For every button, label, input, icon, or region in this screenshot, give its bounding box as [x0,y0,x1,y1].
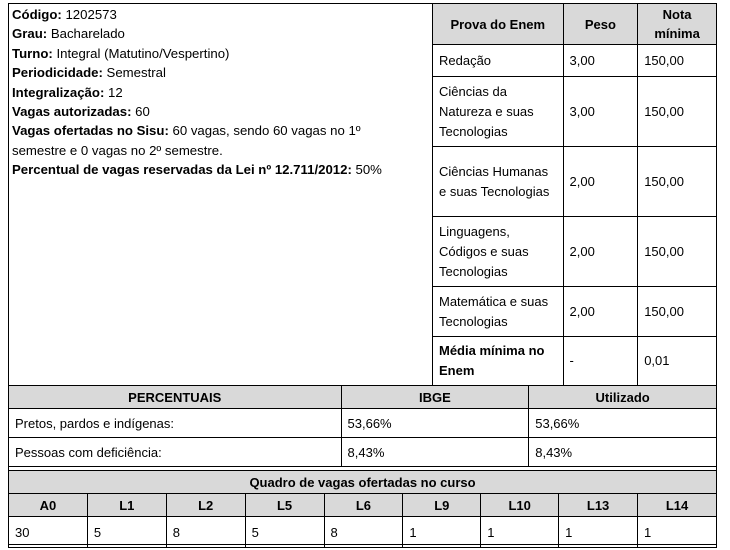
grau-line [12,24,427,43]
quadro-value: 8 [166,517,245,548]
vagas-autorizadas-label: Vagas autorizadas: [12,104,132,120]
integralizacao-line [12,83,427,102]
enem-prova: Matemática e suas Tecnologias [433,287,564,337]
ibge-value: 53,66% [341,409,529,438]
utilizado-header: Utilizado [529,386,717,409]
turno-value: Integral (Matutino/Vespertino) [52,45,230,61]
enem-nota: 150,00 [638,217,717,287]
enem-prova: Ciências Humanas e suas Tecnologias [433,147,564,217]
enem-header-nota: Nota mínima [638,4,717,45]
codigo-line [12,5,427,24]
percentual-label: Pretos, pardos e indígenas: [9,409,342,438]
percentual-value: 50% [351,162,382,178]
vagas-sisu-value: 60 vagas, sendo 60 vagas no 1º semestre e 0 vagas no 2º semestre. [12,123,361,158]
percentual-line [12,160,427,179]
vagas-autorizadas-value: 60 [131,104,150,120]
enem-prova: Redação [433,45,564,77]
periodicidade-line [12,63,427,82]
enem-nota: 150,00 [638,287,717,337]
grau-label: Grau: [12,26,48,42]
quadro-header: L1 [87,494,166,517]
integralizacao-label: Integralização: [12,84,105,100]
enem-media-peso: - [563,337,638,386]
vagas-autorizadas-line [12,102,427,121]
enem-prova: Ciências da Natureza e suas Tecnologias [433,77,564,147]
turno-label: Turno: [12,45,53,61]
turno-line [12,44,427,63]
utilizado-value: 53,66% [529,409,717,438]
enem-media-nota: 0,01 [638,337,717,386]
quadro-title: Quadro de vagas ofertadas no curso [9,471,717,494]
enem-peso: 2,00 [563,287,638,337]
quadro-header: L13 [559,494,638,517]
codigo-value: 1202573 [61,7,117,22]
enem-media-label: Média mínima no Enem [433,337,564,386]
quadro-header: L10 [481,494,559,517]
integralizacao-value: 12 [104,84,123,100]
enem-header-peso: Peso [563,4,638,45]
grau-value: Bacharelado [47,26,125,42]
quadro-header: L6 [324,494,403,517]
quadro-header: L5 [245,494,324,517]
enem-nota: 150,00 [638,45,717,77]
quadro-value: 1 [559,517,638,548]
table-row [9,438,717,467]
table-row [433,77,717,147]
utilizado-value: 8,43% [529,438,717,467]
enem-peso: 3,00 [563,45,638,77]
quadro-vagas-table [8,470,717,548]
table-row [433,147,717,217]
table-row [433,45,717,77]
enem-peso: 2,00 [563,147,638,217]
percentual-label: Pessoas com deficiência: [9,438,342,467]
periodicidade-value: Semestral [102,65,166,81]
quadro-value: 30 [9,517,88,548]
quadro-value: 5 [245,517,324,548]
quadro-value: 1 [638,517,717,548]
table-row [433,337,717,386]
ibge-value: 8,43% [341,438,529,467]
enem-prova: Linguagens, Códigos e suas Tecnologias [433,217,564,287]
enem-table [432,3,717,386]
ibge-header: IBGE [341,386,529,409]
enem-peso: 2,00 [563,217,638,287]
periodicidade-label: Periodicidade: [12,65,103,81]
table-row [9,409,717,438]
percentuais-table [8,385,717,467]
quadro-header: A0 [9,494,88,517]
enem-peso: 3,00 [563,77,638,147]
quadro-value: 5 [87,517,166,548]
course-info [12,5,427,180]
quadro-header: L14 [638,494,717,517]
table-row [433,217,717,287]
quadro-header: L9 [403,494,481,517]
enem-nota: 150,00 [638,147,717,217]
codigo-label: Código: [12,7,62,22]
table-row [433,287,717,337]
vagas-sisu-label: Vagas ofertadas no Sisu: [12,123,169,139]
quadro-value: 1 [481,517,559,548]
table-row [9,517,717,548]
quadro-value: 1 [403,517,481,548]
enem-header-prova: Prova do Enem [433,4,564,45]
enem-nota: 150,00 [638,77,717,147]
percentual-label: Percentual de vagas reservadas da Lei nº 12.711/2012: [12,162,352,178]
percentuais-header: PERCENTUAIS [9,386,342,409]
quadro-header: L2 [166,494,245,517]
vagas-sisu-line [12,121,412,160]
quadro-value: 8 [324,517,403,548]
